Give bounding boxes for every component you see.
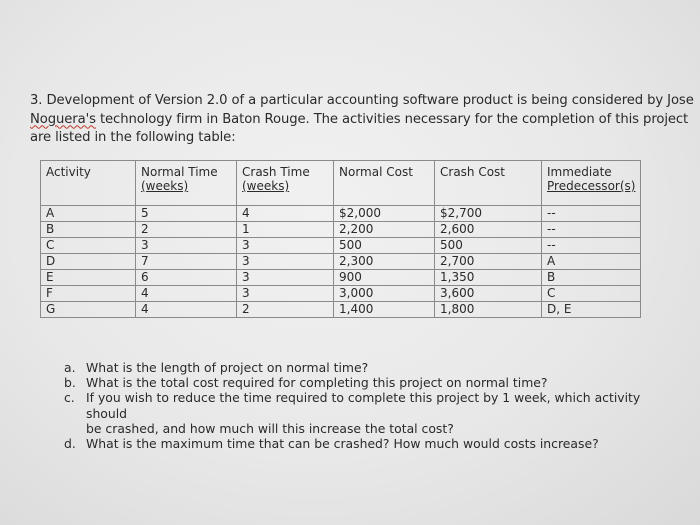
part-text: If you wish to reduce the time required to complete this project by 1 week, which activity should be crashed, and how much will this increase the total cost?	[86, 390, 641, 436]
table-row: E 6 3 900 1,350 B	[41, 270, 641, 286]
table-row: D 7 3 2,300 2,700 A	[41, 254, 641, 270]
table-row: A 5 4 $2,000 $2,700 --	[41, 206, 641, 222]
header-activity: Activity	[41, 161, 136, 206]
table-header-row	[41, 161, 641, 206]
part-text: What is the maximum time that can be crashed? How much would costs increase?	[86, 436, 599, 452]
question-line-2-text: technology firm in Baton Rouge. The activities necessary for the completion of this project	[99, 111, 689, 127]
question-text	[30, 92, 694, 148]
part-label: b.	[64, 375, 76, 391]
question-line-3: are listed in the following table:	[30, 130, 236, 145]
part-b	[64, 375, 674, 390]
underlined-name: Noguera's	[30, 111, 96, 127]
header-predecessors: Immediate Predecessor(s)	[542, 161, 641, 206]
part-text: What is the total cost required for completing this project on normal time?	[86, 375, 548, 391]
activities-table	[40, 160, 641, 318]
table-row: B 2 1 2,200 2,600 --	[41, 222, 641, 238]
part-text: What is the length of project on normal time?	[86, 360, 369, 375]
header-crash-cost: Crash Cost	[435, 161, 542, 206]
question-line-2	[30, 111, 689, 130]
header-normal-cost: Normal Cost	[334, 161, 435, 206]
part-label: c.	[64, 390, 75, 406]
table-row: G 4 2 1,400 1,800 D, E	[41, 302, 641, 318]
part-label: a.	[64, 360, 76, 375]
part-d	[64, 436, 674, 451]
header-normal-time: Normal Time (weeks)	[136, 161, 237, 206]
part-c	[64, 390, 674, 436]
table-row: F 4 3 3,000 3,600 C	[41, 286, 641, 302]
question-line-1: 3. Development of Version 2.0 of a particular accounting software product is being considered by Jose	[30, 93, 694, 108]
question-parts	[64, 360, 674, 451]
part-label: d.	[64, 436, 76, 452]
header-crash-time: Crash Time (weeks)	[237, 161, 334, 206]
part-a	[64, 360, 674, 375]
table-row: C 3 3 500 500 --	[41, 238, 641, 254]
